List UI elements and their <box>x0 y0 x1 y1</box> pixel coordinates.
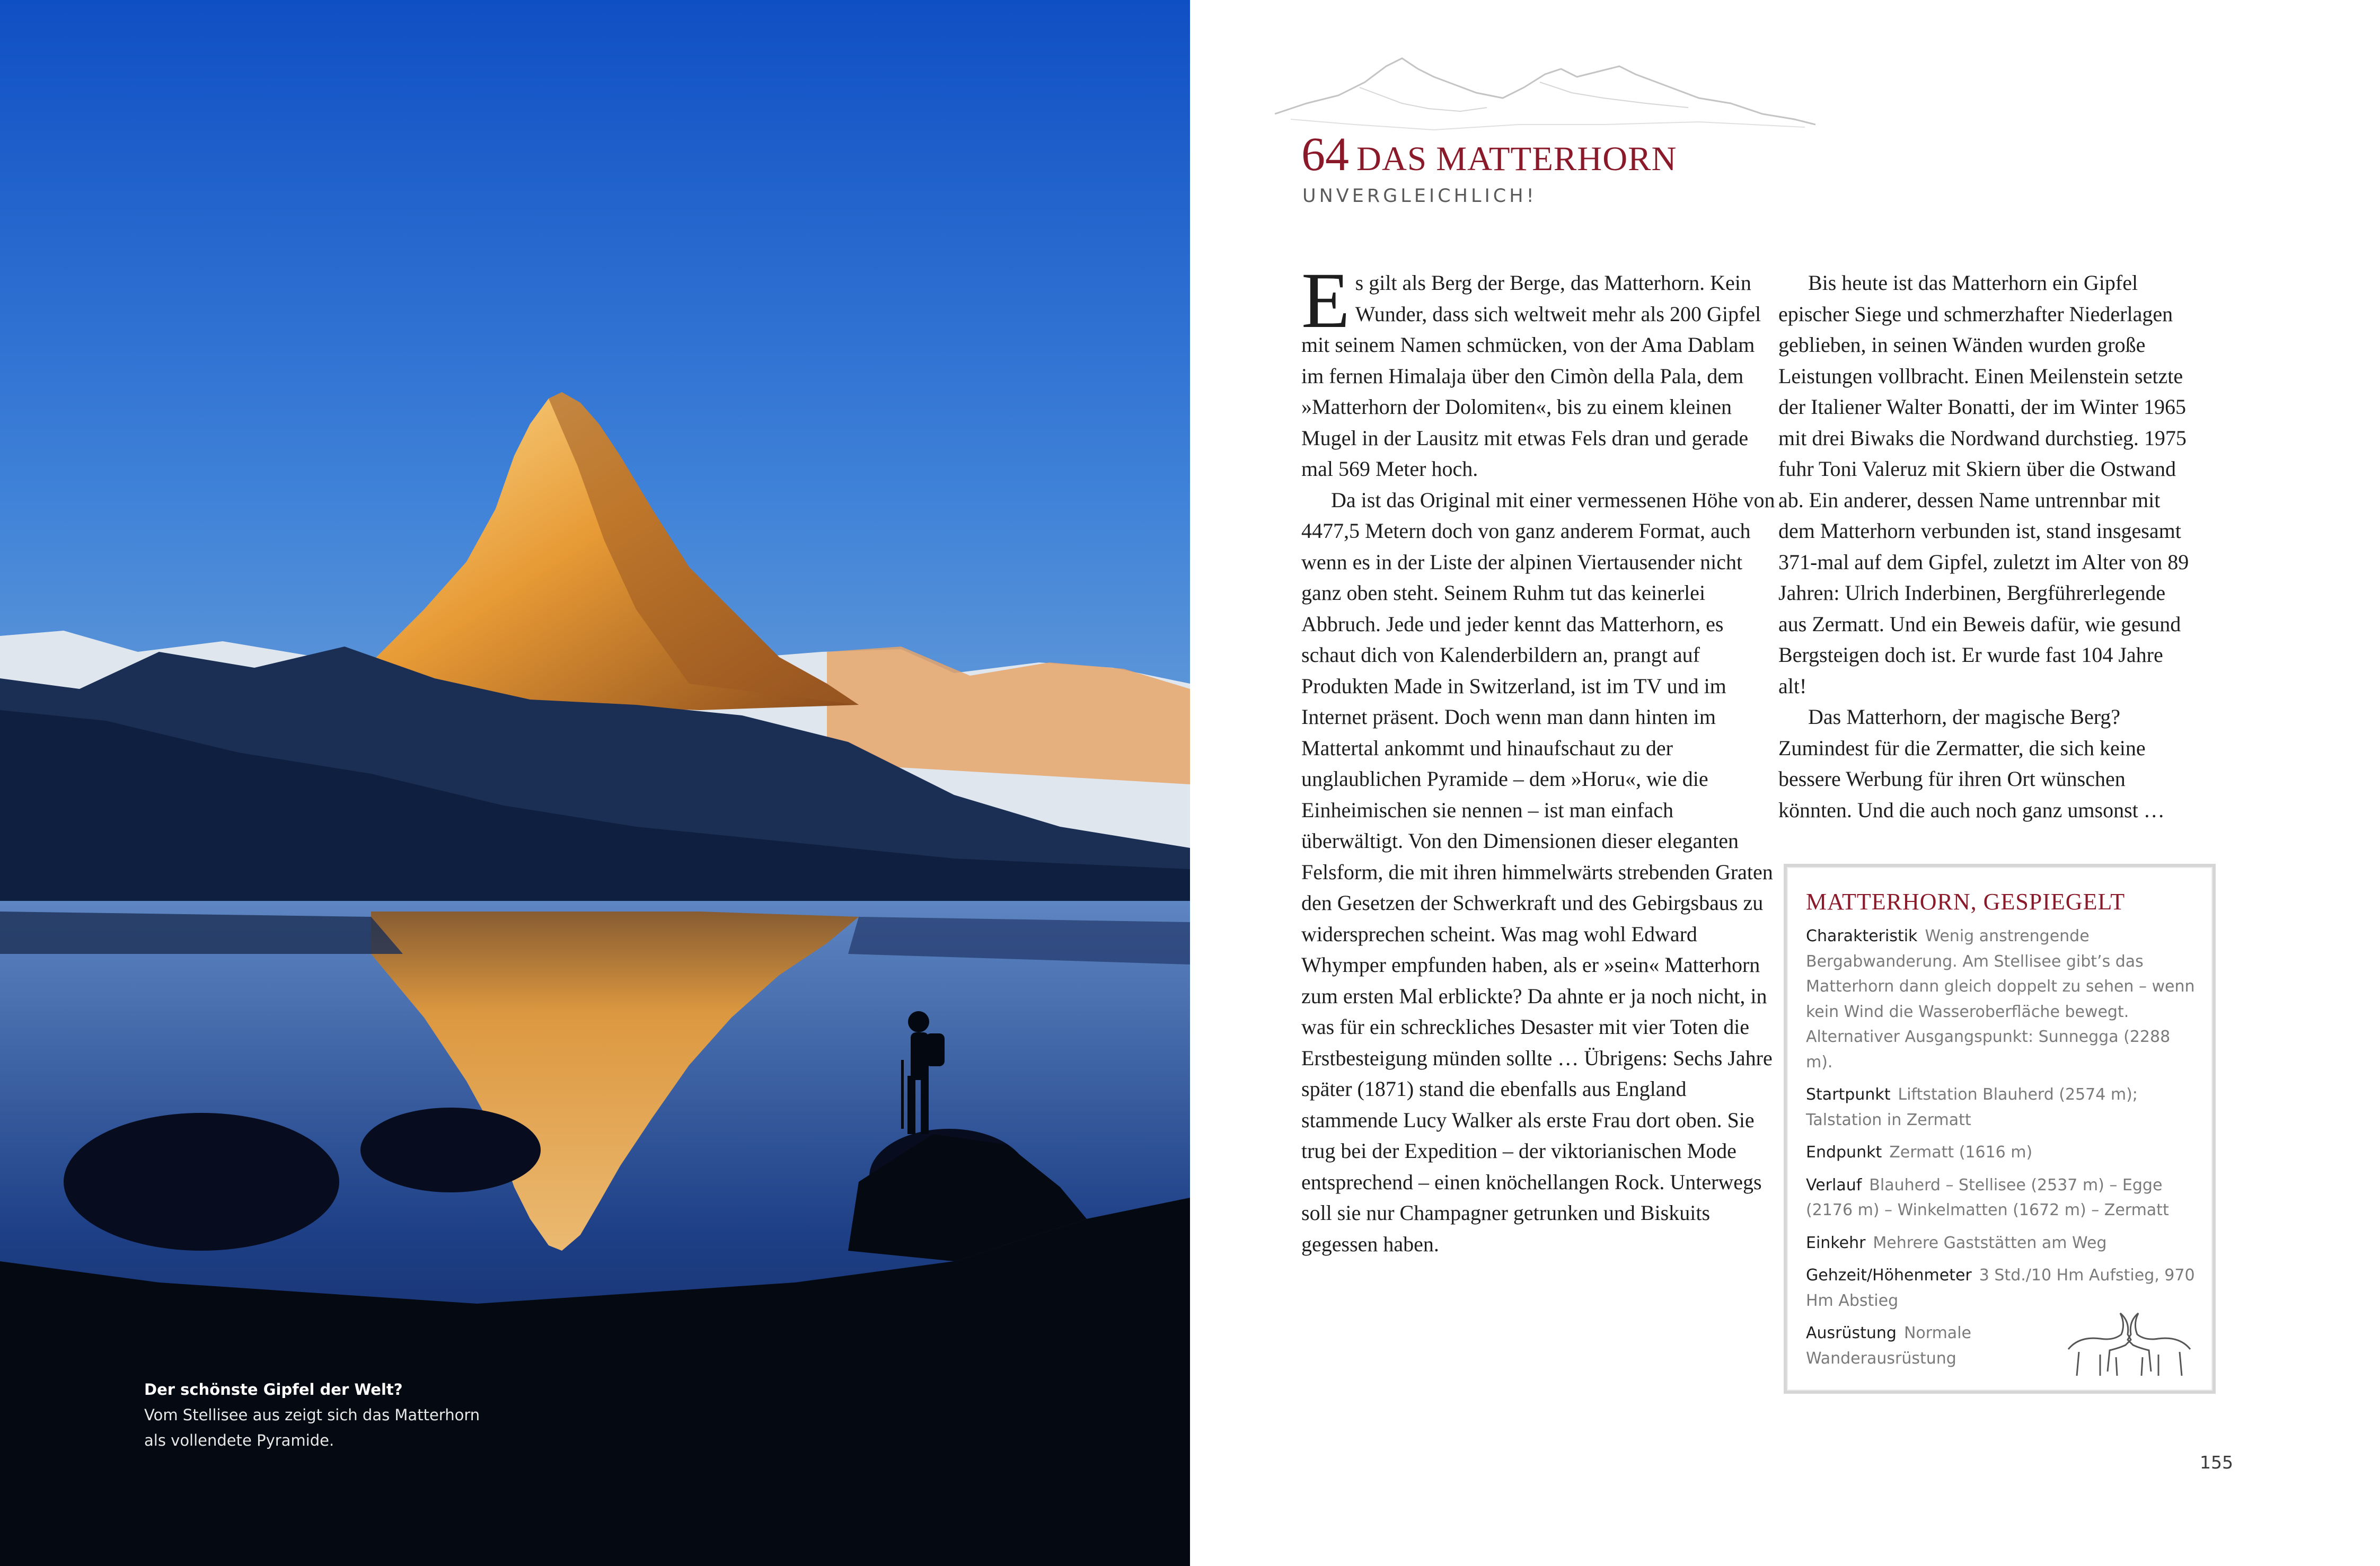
ibex-icon <box>2058 1307 2201 1381</box>
info-item-einkehr <box>1806 1231 2197 1256</box>
info-label: Startpunkt <box>1806 1085 1891 1104</box>
paragraph-2: Da ist das Original mit einer vermessenen Höhe von 4477,5 Metern doch von ganz anderem Format, auch wenn es in der Liste der alpinen Viertausender nicht ganz oben steht. Seinem Ruhm tut das keinerlei Abbruch. Jede und jeder kennt das Matterhorn, es schaut dich von Kalenderbildern an, prangt auf Produkten Made in Switzerland, ist im TV und im Internet präsent. Doch wenn man dann hinten im Mattertal ankommt und hinaufschaut zu der unglaublichen Pyramide – dem »Horu«, wie die Einheimischen sie nennen – ist man einfach überwältigt. Von den Dimensionen dieser eleganten Felsform, die mit ihren himmelwärts strebenden Graten den Gesetzen der Schwerkraft und des Gebirgsbaus zu widersprechen scheint. Was mag wohl Edward Whymper empfunden haben, als er »sein« Matterhorn zum ersten Mal erblickte? Da ahnte er ja noch nicht, in was für ein schreckliches Desaster mit vier Toten die Erstbesteigung münden sollte … Übrigens: Sechs Jahre später (1871) stand die ebenfalls aus England stammende Lucy Walker als erste Frau dort oben. Sie trug bei der Expedition – der viktorianischen Mode entsprechend – einen knöchellangen Rock. Unterwegs soll sie nur Champagner getrunken und Biskuits gegessen haben. <box>1301 488 1775 1256</box>
info-label: Endpunkt <box>1806 1143 1882 1162</box>
info-value: Liftstation Blauherd (2574 m); Talstation in Zermatt <box>1806 1085 2138 1129</box>
info-value: Normale Wanderausrüstung <box>1806 1324 1971 1368</box>
info-label: Ausrüstung <box>1806 1324 1897 1342</box>
photo-caption <box>144 1377 621 1453</box>
chapter-number: 64 <box>1301 128 1349 181</box>
chapter-title: DAS MATTERHORN <box>1356 140 1677 178</box>
text-column-left <box>1301 256 1778 1260</box>
caption-line-2: als vollendete Pyramide. <box>144 1431 334 1449</box>
info-value: Zermatt (1616 m) <box>1889 1143 2033 1162</box>
info-item-startpunkt <box>1806 1082 2197 1133</box>
text-page <box>1190 0 2380 1566</box>
info-value: 3 Std./10 Hm Aufstieg, 970 Hm Abstieg <box>1806 1266 2195 1310</box>
info-label: Verlauf <box>1806 1175 1862 1195</box>
dropcap: E <box>1301 256 1350 344</box>
info-item-ausruestung <box>1806 1321 2082 1371</box>
caption-line-1: Vom Stellisee aus zeigt sich das Matterhorn <box>144 1406 480 1424</box>
info-box <box>1784 864 2216 1394</box>
paragraph-3: Bis heute ist das Matterhorn ein Gipfel epischer Siege und schmerzhafter Niederlagen geblieben, in seinen Wänden wurden große Leistungen vollbracht. Einen Meilenstein setzte der Italiener Walter Bonatti, der im Winter 1965 mit drei Biwaks die Nordwand durchstieg. 1975 fuhr Toni Valeruz mit Skiern über die Ostwand ab. Ein anderer, dessen Name untrennbar mit dem Matterhorn verbunden ist, stand insgesamt 371-mal auf dem Gipfel, zuletzt im Alter von 89 Jahren: Ulrich Inderbinen, Bergführerlegende aus Zermatt. Und ein Beweis dafür, wie gesund Bergsteigen doch ist. Er wurde fast 104 Jahre alt! <box>1778 271 2189 698</box>
info-label: Charakteristik <box>1806 927 1918 945</box>
info-label: Gehzeit/Höhenmeter <box>1806 1266 1972 1285</box>
info-item-endpunkt <box>1806 1140 2197 1165</box>
page-number: 155 <box>2200 1452 2233 1473</box>
paragraph-4: Das Matterhorn, der magische Berg? Zumindest für die Zermatter, die sich keine bessere Werbung für ihren Ort wünschen könnten. Und die auch noch ganz umsonst … <box>1778 705 2165 822</box>
caption-title: Der schönste Gipfel der Welt? <box>144 1381 403 1399</box>
info-value: Mehrere Gaststätten am Weg <box>1873 1233 2107 1252</box>
paragraph-1-text: s gilt als Berg der Berge, das Matterhorn. Kein Wunder, dass sich weltweit mehr als 200 Gipfel mit seinem Namen schmücken, von der Ama Dablam im fernen Himalaja über den Cimòn della Pala, dem »Matterhorn der Dolomiten«, bis zu einem kleinen Mugel in der Lausitz mit etwas Fels dran und gerade mal 569 Meter hoch. <box>1301 271 1761 481</box>
info-label: Einkehr <box>1806 1233 1866 1252</box>
info-item-charakteristik <box>1806 924 2197 1075</box>
info-item-gehzeit <box>1806 1263 2197 1313</box>
text-column-right <box>1778 268 2192 826</box>
chapter-heading <box>1301 127 1677 182</box>
info-box-title: MATTERHORN, GESPIEGELT <box>1806 889 2126 915</box>
info-value: Blauherd – Stellisee (2537 m) – Egge (2176 m) – Winkelmatten (1672 m) – Zermatt <box>1806 1175 2169 1219</box>
paragraph-1 <box>1301 256 1778 485</box>
info-item-verlauf <box>1806 1173 2197 1223</box>
chapter-subtitle: UNVERGLEICHLICH! <box>1302 185 1537 207</box>
info-value: Wenig anstrengende Bergabwanderung. Am Stellisee gibt’s das Matterhorn dann gleich doppelt zu sehen – wenn kein Wind die Wasseroberfläche bewegt. Alternativer Ausgangspunkt: Sunnegga (2288 m). <box>1806 927 2195 1072</box>
